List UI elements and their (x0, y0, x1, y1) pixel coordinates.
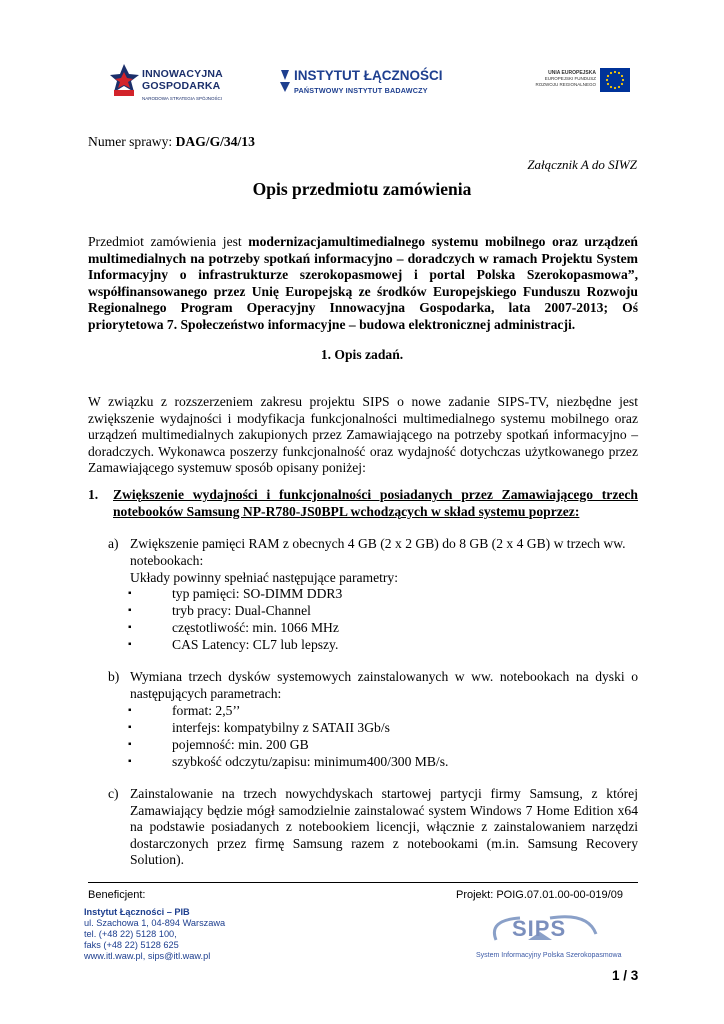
bullet-icon: ▪ (128, 705, 132, 716)
description-paragraph: W związku z rozszerzeniem zakresu projektu SIPS o nowe zadanie SIPS-TV, niezbędne jest zwiększenie wydajności i modyfikacja funkcjonalności multimedialnego systemu mobilnego oraz urządzeń multimedialnych zakupionych przez Zamawiającego na potrzeby spotkań informacyjno – doradczych. Wykonawca poszerzy funkcjonalność oraz wydajność dotychczas użytkowanego przez Zamawiającego systemuw sposób opisany poniżej: (88, 394, 638, 476)
item-b-bullet: interfejs: kompatybilny z SATAII 3Gb/s (172, 720, 390, 735)
item-b-letter: b) (108, 669, 120, 684)
ig-logo-name: INNOWACYJNA GOSPODARKA (142, 68, 223, 92)
item-a-bullet: typ pamięci: SO-DIMM DDR3 (172, 586, 343, 601)
heading1-text: Zwiększenie wydajności i funkcjonalności posiadanych przez Zamawiającego trzech notebooków Samsung NP-R780-JS0BPL wchodzących w skład systemu poprzez: (113, 487, 638, 519)
eu-logo-text: UNIA EUROPEJSKA EUROPEJSKI FUNDUSZ ROZWOJU REGIONALNEGO (535, 70, 596, 87)
eu-flag-icon (600, 68, 630, 92)
item-b-bullet: szybkość odczytu/zapisu: minimum400/300 MB/s. (172, 754, 449, 769)
footer-divider (88, 882, 638, 883)
itl-emblem-icon (278, 68, 292, 94)
heading1-number: 1. (88, 487, 99, 502)
item-a-line2: notebookach: (130, 553, 204, 568)
attachment-label: Załącznik A do SIWZ (527, 157, 637, 172)
item-b-bullet: pojemność: min. 200 GB (172, 737, 309, 752)
item-c-text: Zainstalowanie na trzech nowychdyskach startowej partycji firmy Samsung, z której Zamawiający będzie mógł samodzielnie zainstalować system Windows 7 Home Edition x64 na podstawie posiadanych z notebookiem licencji, włącznie z zainstalowaniem narzędzi dostarczonych przez firmę Samsung razem z notebookami (m.in. Samsung Recovery Solution). (130, 786, 638, 868)
intro-paragraph: Przedmiot zamówienia jest modernizacjamultimedialnego systemu mobilnego oraz urządzeń multimedialnych na potrzeby spotkań informacyjno – doradczych w ramach Projektu System Informacyjny o infrastrukturze szerokopasmowej i portal Polska Szerokopasmowa”, współfinansowanego przez Unię Europejską ze środków Europejskiego Funduszu Rozwoju Regionalnego Program Operacyjny Innowacyjna Gospodarka, lata 2007-2013; Oś priorytetowa 7. Społeczeństwo informacyjne – budowa elektronicznej administracji. (88, 234, 638, 332)
bullet-icon: ▪ (128, 639, 132, 650)
item-a-bullet: CAS Latency: CL7 lub lepszy. (172, 637, 339, 652)
item-a-bullet: częstotliwość: min. 1066 MHz (172, 620, 339, 635)
sips-logo-text: SIPS (512, 916, 567, 941)
item-a-line3: Układy powinny spełniać następujące parametry: (130, 570, 399, 585)
bullet-icon: ▪ (128, 722, 132, 733)
eu-fund-logo (520, 64, 632, 100)
ig-star-icon (110, 60, 140, 100)
bullet-icon: ▪ (128, 605, 132, 616)
footer-project: Projekt: POIG.07.01.00-00-019/09 (456, 889, 623, 901)
itl-logo-name: INSTYTUT ŁĄCZNOŚCI (294, 68, 443, 83)
case-number: Numer sprawy: DAG/G/34/13 (88, 134, 255, 149)
footer-street: ul. Szachowa 1, 04-894 Warszawa (84, 918, 226, 928)
footer-phone: tel. (+48 22) 5128 100, (84, 929, 177, 939)
sips-caption: System Informacyjny Polska Szerokopasmowa (476, 952, 622, 959)
bullet-icon: ▪ (128, 588, 132, 599)
item-a-bullet: tryb pracy: Dual-Channel (172, 603, 311, 618)
item-a-line1: Zwiększenie pamięci RAM z obecnych 4 GB (2 x 2 GB) do 8 GB (2 x 4 GB) w trzech ww. (130, 536, 626, 551)
sips-logo (476, 910, 630, 962)
header-logos (0, 38, 724, 118)
page-number: 1 / 3 (612, 968, 639, 983)
item-b-bullet: format: 2,5’’ (172, 703, 241, 718)
section-heading: 1. Opis zadań. (320, 347, 404, 362)
ig-logo-subtitle: NARODOWA STRATEGIA SPÓJNOŚCI (142, 96, 223, 101)
footer-address (84, 907, 225, 962)
bullet-icon: ▪ (128, 756, 132, 767)
innowacyjna-gospodarka-logo (110, 58, 250, 118)
footer-web-email: www.itl.waw.pl, sips@itl.waw.pl (84, 951, 211, 961)
itl-logo-subtitle: PAŃSTWOWY INSTYTUT BADAWCZY (294, 86, 428, 95)
footer-org-name: Instytut Łączności – PIB (84, 907, 190, 917)
footer-fax: faks (+48 22) 5128 625 (84, 940, 179, 950)
bullet-icon: ▪ (128, 622, 132, 633)
instytut-lacznosci-logo (278, 68, 458, 98)
item-b-text: Wymiana trzech dysków systemowych zainstalowanych w ww. notebookach na dyski o następujących parametrach: (130, 669, 638, 701)
item-c-letter: c) (108, 786, 119, 801)
page-title: Opis przedmiotu zamówienia (252, 179, 472, 199)
bullet-icon: ▪ (128, 739, 132, 750)
item-a-letter: a) (108, 536, 119, 551)
footer-beneficiary: Beneficjent: (88, 889, 146, 901)
